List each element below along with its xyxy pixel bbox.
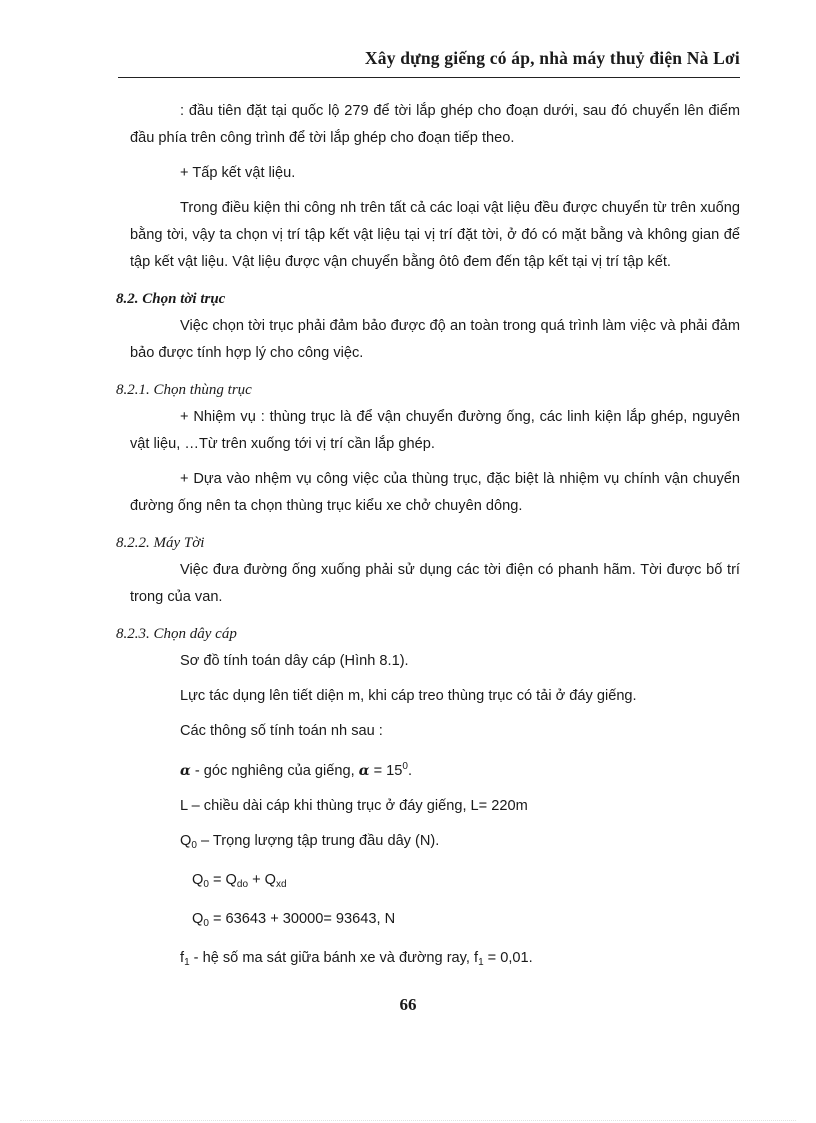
paragraph-material-gathering: + Tấp kết vật liệu. xyxy=(180,165,296,181)
paragraph-material-transport: Trong điều kiện thi công nh trên tất cả các loại vật liệu đều được chuyển từ trên xuống bằng tời, vậy ta chọn vị trí tập kết vật liệu tại vị trí đặt tời, ở đó có mặt bằng và không gian để tập kết vật liệu. Vật liệu được vận chuyển bằng ôtô đem đến tập kết tại vị trí tập kết. xyxy=(130,200,740,270)
section-heading-8-2-3: 8.2.3. Chọn dây cáp xyxy=(116,626,237,642)
paragraph-bucket-task: + Nhiệm vụ : thùng trục là để vận chuyển đường ống, các linh kiện lắp ghép, nguyên vật liệu, …Từ trên xuống tới vị trí cần lắp ghép. xyxy=(130,409,740,452)
paragraph-cable-diagram: Sơ đồ tính toán dây cáp (Hình 8.1). xyxy=(180,653,409,669)
page-body xyxy=(116,98,740,976)
section-heading-8-2: 8.2. Chọn tời trục xyxy=(116,291,226,307)
parameter-f1: $f_1$ - hệ số ma sát giữa bánh xe và đường ray, $f_1 = 0,01$. xyxy=(180,950,533,968)
paragraph-cable-force: Lực tác dụng lên tiết diện m, khi cáp treo thùng trục có tải ở đáy giếng. xyxy=(180,688,637,704)
equation-q0-formula: $Q_0 = Q_{do} + Q_{xd}$ xyxy=(192,872,287,890)
header-rule xyxy=(118,77,740,78)
paragraph-winch-machine: Việc đưa đường ống xuống phải sử dụng các tời điện có phanh hãm. Tời được bố trí trong của van. xyxy=(130,562,740,605)
running-header: Xây dựng giếng có áp, nhà máy thuỷ điện Nà Lơi xyxy=(364,48,740,68)
paragraph-winch-selection: Việc chọn tời trục phải đảm bảo được độ an toàn trong quá trình làm việc và phải đảm bảo được tính hợp lý cho công việc. xyxy=(130,318,740,361)
alpha-symbol: α xyxy=(180,763,191,779)
paragraph-crane-placement: : đầu tiên đặt tại quốc lộ 279 để tời lắp ghép cho đoạn dưới, sau đó chuyển lên điểm đầu phía trên công trình để tời lắp ghép cho đoạn tiếp theo. xyxy=(130,103,740,146)
page-bottom-border xyxy=(20,1120,796,1121)
section-heading-8-2-2: 8.2.2. Máy Tời xyxy=(116,535,205,551)
alpha-symbol-2: α xyxy=(358,763,370,779)
paragraph-parameters-intro: Các thông số tính toán nh sau : xyxy=(180,723,383,739)
parameter-alpha: α - góc nghiêng của giếng, $\alpha = 15^0$. xyxy=(180,761,413,779)
equation-q0-value: $Q_0 = 63643 + 30000= 93643$, N xyxy=(192,911,396,929)
parameter-cable-length: L – chiều dài cáp khi thùng trục ở đáy giếng, L= 220m xyxy=(180,798,528,814)
page-number: 66 xyxy=(399,995,417,1014)
section-heading-8-2-1: 8.2.1. Chọn thùng trục xyxy=(116,382,252,398)
parameter-q0: $Q_0$ – Trọng lượng tập trung đầu dây (N). xyxy=(180,833,440,851)
paragraph-bucket-type: + Dựa vào nhệm vụ công việc của thùng trục, đặc biệt là nhiệm vụ chính vận chuyển đường ống nên ta chọn thùng trục kiểu xe chở chuyên dông. xyxy=(130,471,740,514)
